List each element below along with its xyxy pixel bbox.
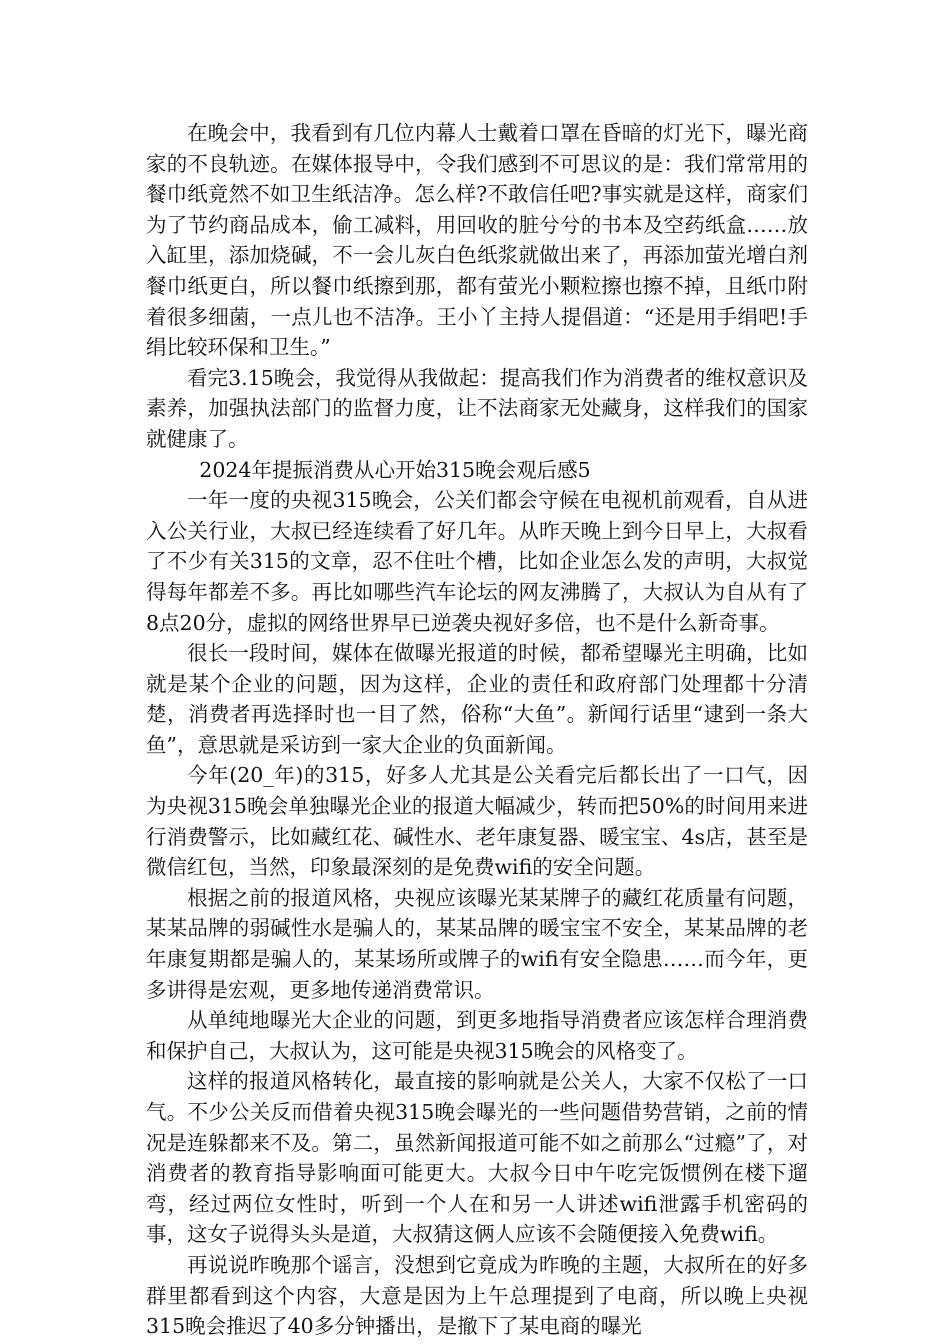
paragraph-this-year: 今年(20_年)的315，好多人尤其是公关看完后都长出了一口气，因为央视315晚会单独曝光企业的报道大幅减少，转而把50%的时间用来进行消费警示，比如藏红花、碱性水、老年康复器、暖宝宝、4s店，甚至是微信红包，当然，印象最深刻的是免费wifi的安全问题。 bbox=[146, 763, 808, 880]
paragraph-big-fish: 很长一段时间，媒体在做曝光报道的时候，都希望曝光主明确，比如就是某个企业的问题，因为这样，企业的责任和政府部门处理都十分清楚，消费者再选择时也一目了然，俗称“大鱼”。新闻行话里“逮到一条大鱼”，意思就是采访到一家大企业的负面新闻。 bbox=[146, 641, 808, 757]
essay-heading: 2024年提振消费从心开始315晚会观后感5 bbox=[199, 457, 591, 482]
paragraph-rumor: 再说说昨晚那个谣言，没想到它竟成为昨晚的主题，大叔所在的好多群里都看到这个内容，大意是因为上午总理提到了电商，所以晚上央视315晚会推迟了40多分钟播出，是撤下了某电商的曝光 bbox=[146, 1252, 808, 1339]
document-body bbox=[146, 118, 808, 1342]
paragraph-annual-gala: 一年一度的央视315晚会，公关们都会守候在电视机前观看，自从进入公关行业，大叔已经连续看了好几年。从昨天晚上到今日早上，大叔看了不少有关315的文章，忍不住吐个槽，比如企业怎么发的声明，大叔觉得每年都差不多。再比如哪些汽车论坛的网友沸腾了，大叔认为自从有了8点20分，虚拟的网络世界早已逆袭央视好多倍，也不是什么新奇事。 bbox=[146, 488, 808, 635]
paragraph-pr-impact: 这样的报道风格转化，最直接的影响就是公关人，大家不仅松了一口气。不少公关反而借着央视315晚会曝光的一些问题借势营销，之前的情况是连躲都来不及。第二，虽然新闻报道可能不如之前那么“过瘾”了，对消费者的教育指导影响面可能更大。大叔今日中午吃完饭惯例在楼下遛弯，经过两位女性时，听到一个人在和另一人讲述wifi泄露手机密码的事，这女子说得头头是道，大叔猜这俩人应该不会随便接入免费wifi。 bbox=[146, 1069, 808, 1247]
paragraph-style-change: 从单纯地曝光大企业的问题，到更多地指导消费者应该怎样合理消费和保护自己，大叔认为，这可能是央视315晚会的风格变了。 bbox=[146, 1008, 808, 1063]
paragraph-previous-style: 根据之前的报道风格，央视应该曝光某某牌子的藏红花质量有问题，某某品牌的弱碱性水是骗人的，某某品牌的暖宝宝不安全，某某品牌的老年康复期都是骗人的，某某场所或牌子的wifi有安全隐患……而今年，更多讲得是宏观，更多地传递消费常识。 bbox=[146, 885, 808, 1002]
paragraph-gala-napkin-exposure: 在晚会中，我看到有几位内幕人士戴着口罩在昏暗的灯光下，曝光商家的不良轨迹。在媒体报导中，令我们感到不可思议的是：我们常常用的餐巾纸竟然不如卫生纸洁净。怎么样?不敢信任吧?事实就是这样，商家们为了节约商品成本，偷工减料，用回收的脏兮兮的书本及空药纸盒……放入缸里，添加烧碱，不一会儿灰白色纸浆就做出来了，再添加萤光增白剂餐巾纸更白，所以餐巾纸擦到那，都有萤光小颗粒擦也擦不掉，且纸巾附着很多细菌，一点儿也不洁净。王小丫主持人提倡道：“还是用手绢吧!手绢比较环保和卫生。” bbox=[146, 121, 808, 360]
paragraph-consumer-rights: 看完3.15晚会，我觉得从我做起：提高我们作为消费者的维权意识及素养，加强执法部门的监督力度，让不法商家无处藏身，这样我们的国家就健康了。 bbox=[146, 365, 808, 451]
